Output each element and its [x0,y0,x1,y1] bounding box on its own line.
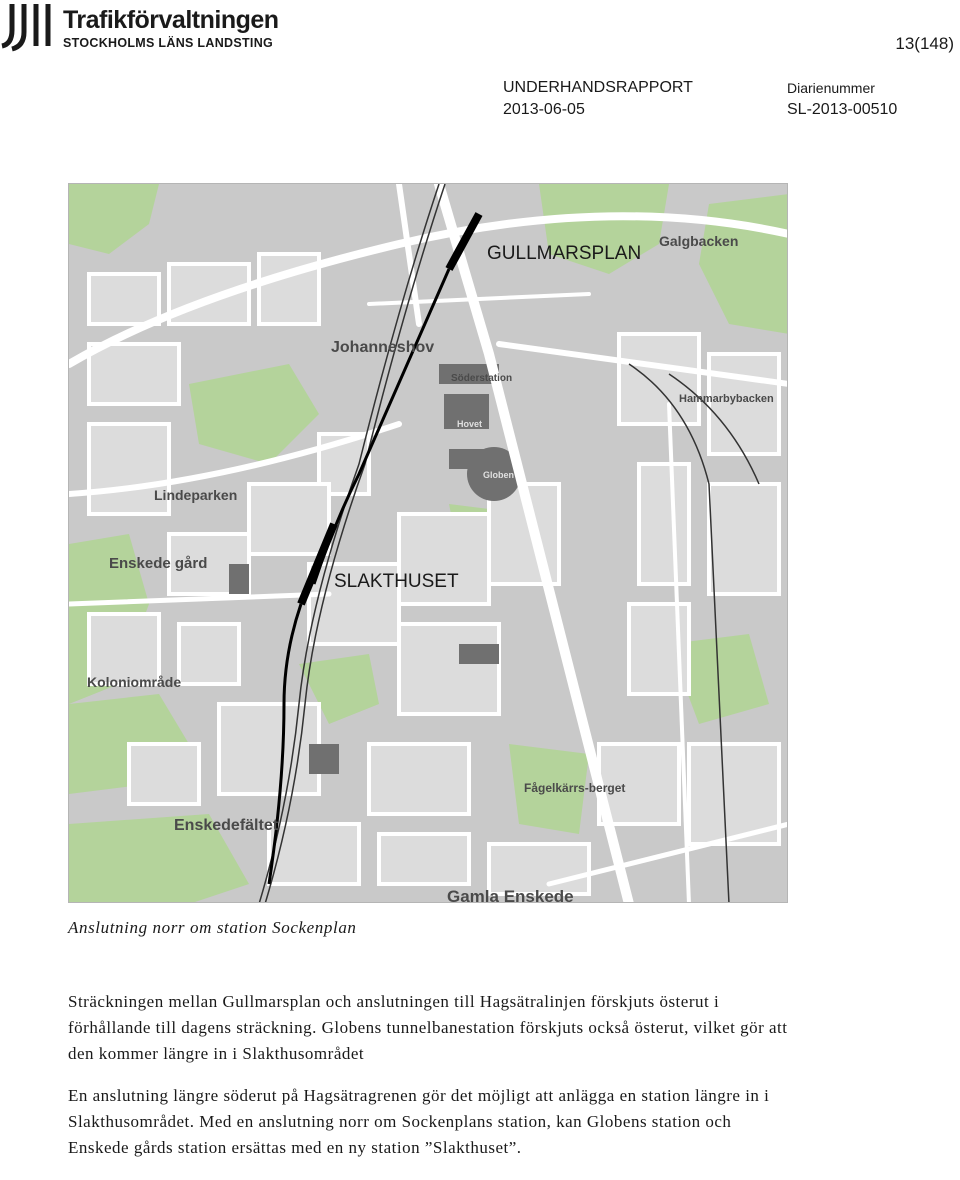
area-label: Hovet [457,419,483,429]
area-label: Johanneshov [331,339,435,356]
logo-subtitle: STOCKHOLMS LÄNS LANDSTING [63,36,274,50]
logo [0,0,320,54]
page-number: 13(148) [895,34,954,53]
map-image [68,183,788,903]
diarienummer-block [787,77,897,121]
figure-caption: Anslutning norr om station Sockenplan [68,918,357,937]
station-label-slakthuset: SLAKTHUSET [334,571,459,592]
paragraph: Sträckningen mellan Gullmarsplan och anslutningen till Hagsätralinjen förskjuts österut i förhållande till dagens sträckning. Globens tunnelbanestation förskjuts också österut, vilket gör att den kommer längre in i Slakthusområdet [68,992,788,1063]
report-type: UNDERHANDSRAPPORT [503,79,693,96]
sl-logo-icon [0,0,60,54]
area-label: Enskedefältet [174,817,279,834]
area-label: Lindeparken [154,487,238,503]
logo-name: Trafikförvaltningen [63,6,279,34]
diarienummer-value: SL-2013-00510 [787,101,898,118]
area-label: Fågelkärrs-berget [524,781,626,795]
area-label: Söderstation [451,373,513,384]
area-label: Enskede gård [109,555,208,572]
report-meta [503,77,693,121]
map-svg [69,184,788,903]
area-label: Globen [483,470,514,480]
diarienummer-label: Diarienummer [787,80,875,96]
station-label-gullmarsplan: GULLMARSPLAN [487,243,642,264]
area-label: Hammarbybacken [679,393,774,405]
area-label: Koloniområde [87,674,182,690]
report-date: 2013-06-05 [503,101,585,118]
area-label: Gamla Enskede [447,887,574,903]
area-label: Galgbacken [659,233,739,249]
paragraph: En anslutning längre söderut på Hagsätragrenen gör det möjligt att anlägga en station längre in i Slakthusområdet. Med en anslutning norr om Sockenplans station, kan Globens station och Enskede gårds station ersättas med en ny station ”Slakthuset”. [68,1086,770,1157]
